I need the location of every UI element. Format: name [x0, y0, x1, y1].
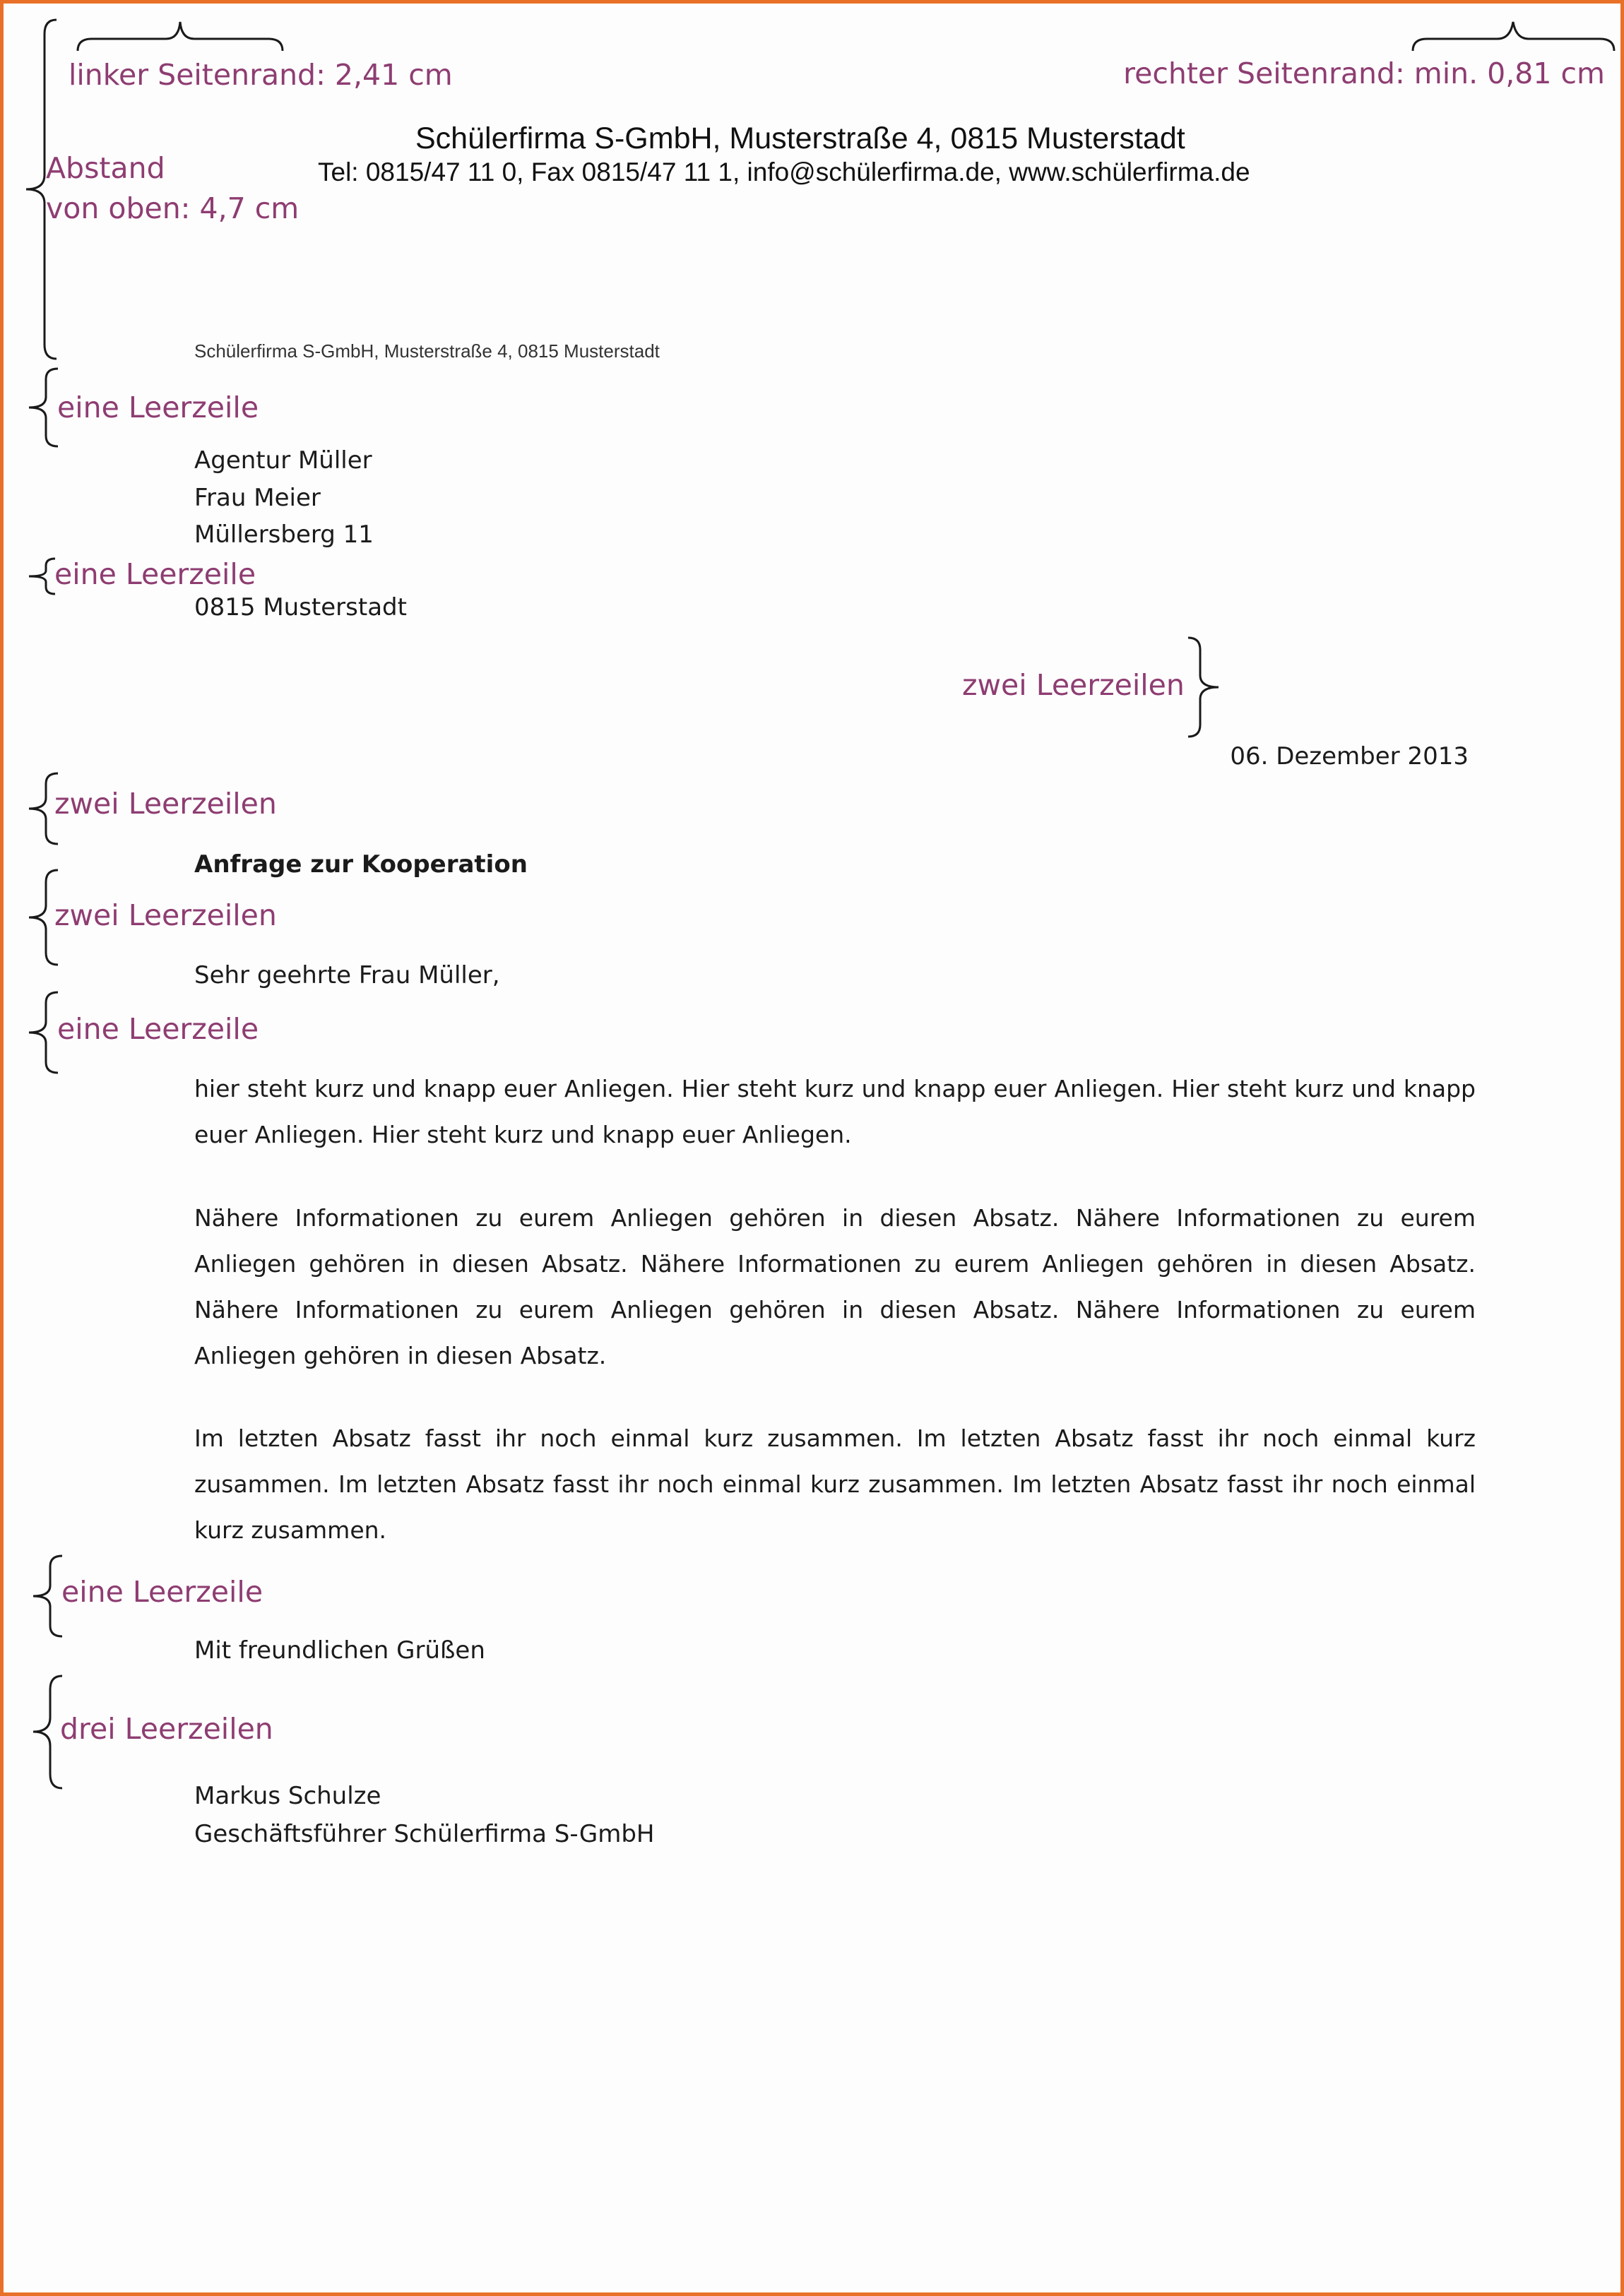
top-distance-label-1: Abstand [46, 151, 165, 185]
right-margin-brace [1409, 12, 1618, 54]
gap-brace-after-salutation [19, 989, 61, 1077]
recipient-company: Agentur Müller [194, 446, 372, 475]
recipient-city: 0815 Musterstadt [194, 593, 407, 621]
gap-brace-city [23, 557, 59, 596]
letter-closing: Mit freundlichen Grüßen [194, 1636, 485, 1665]
left-margin-brace [74, 12, 286, 54]
signature-title: Geschäftsführer Schülerfirma S-GmbH [194, 1820, 655, 1848]
gap-label-city: eine Leerzeile [54, 557, 256, 591]
recipient-person: Frau Meier [194, 484, 321, 512]
body-paragraph-1: hier steht kurz und knapp euer Anliegen. Hier steht kurz und knapp euer Anliegen. Hier steht kurz und knapp euer Anliegen. Hier steht kurz und knapp euer Anliegen. [194, 1075, 1476, 1148]
gap-label-signature: drei Leerzeilen [60, 1712, 273, 1746]
gap-label-after-salutation: eine Leerzeile [57, 1012, 259, 1046]
gap-label-after-subject: zwei Leerzeilen [54, 898, 277, 932]
recipient-street: Müllersberg 11 [194, 521, 374, 549]
letterhead-contact: Tel: 0815/47 11 0, Fax 0815/47 11 1, info@schülerfirma.de, www.schülerfirma.de [318, 157, 1250, 186]
letter-date: 06. Dezember 2013 [1230, 742, 1469, 771]
gap-brace-signature [23, 1672, 66, 1792]
body-paragraph-3: Im letzten Absatz fasst ihr noch einmal kurz zusammen. Im letzten Absatz fasst ihr noch einmal kurz zusammen. Im letzten Absatz fasst ihr noch einmal kurz zusammen. Im letzten Absatz fasst ihr noch einmal kurz zusammen. [194, 1424, 1476, 1544]
gap-brace-after-body [23, 1552, 66, 1641]
left-margin-label: linker Seitenrand: 2,41 cm [69, 58, 453, 92]
gap-brace-sender [19, 365, 61, 450]
body-paragraph-2: Nähere Informationen zu eurem Anliegen gehören in diesen Absatz. Nähere Informationen zu eurem Anliegen gehören in diesen Absatz. Nähere Informationen zu eurem Anliegen gehören in diesen Absatz. Nähere Informationen zu eurem Anliegen gehören in diesen Absatz. Nähere Informationen zu eurem Anliegen gehören in diesen Absatz. [194, 1204, 1476, 1369]
sender-return-line: Schülerfirma S-GmbH, Musterstraße 4, 0815 Musterstadt [194, 340, 660, 362]
top-distance-label-2: von oben: 4,7 cm [46, 191, 300, 225]
letter-subject: Anfrage zur Kooperation [194, 850, 528, 879]
gap-label-after-date: zwei Leerzeilen [54, 787, 277, 821]
gap-label-date: zwei Leerzeilen [962, 668, 1185, 702]
signature-name: Markus Schulze [194, 1782, 381, 1810]
gap-label-after-body: eine Leerzeile [61, 1575, 263, 1609]
gap-brace-date [1185, 634, 1227, 740]
letter-salutation: Sehr geehrte Frau Müller, [194, 961, 500, 989]
right-margin-label: rechter Seitenrand: min. 0,81 cm [1123, 56, 1605, 90]
letterhead-company: Schülerfirma S-GmbH, Musterstraße 4, 0815 Musterstadt [415, 121, 1185, 155]
gap-label-sender: eine Leerzeile [57, 391, 259, 424]
